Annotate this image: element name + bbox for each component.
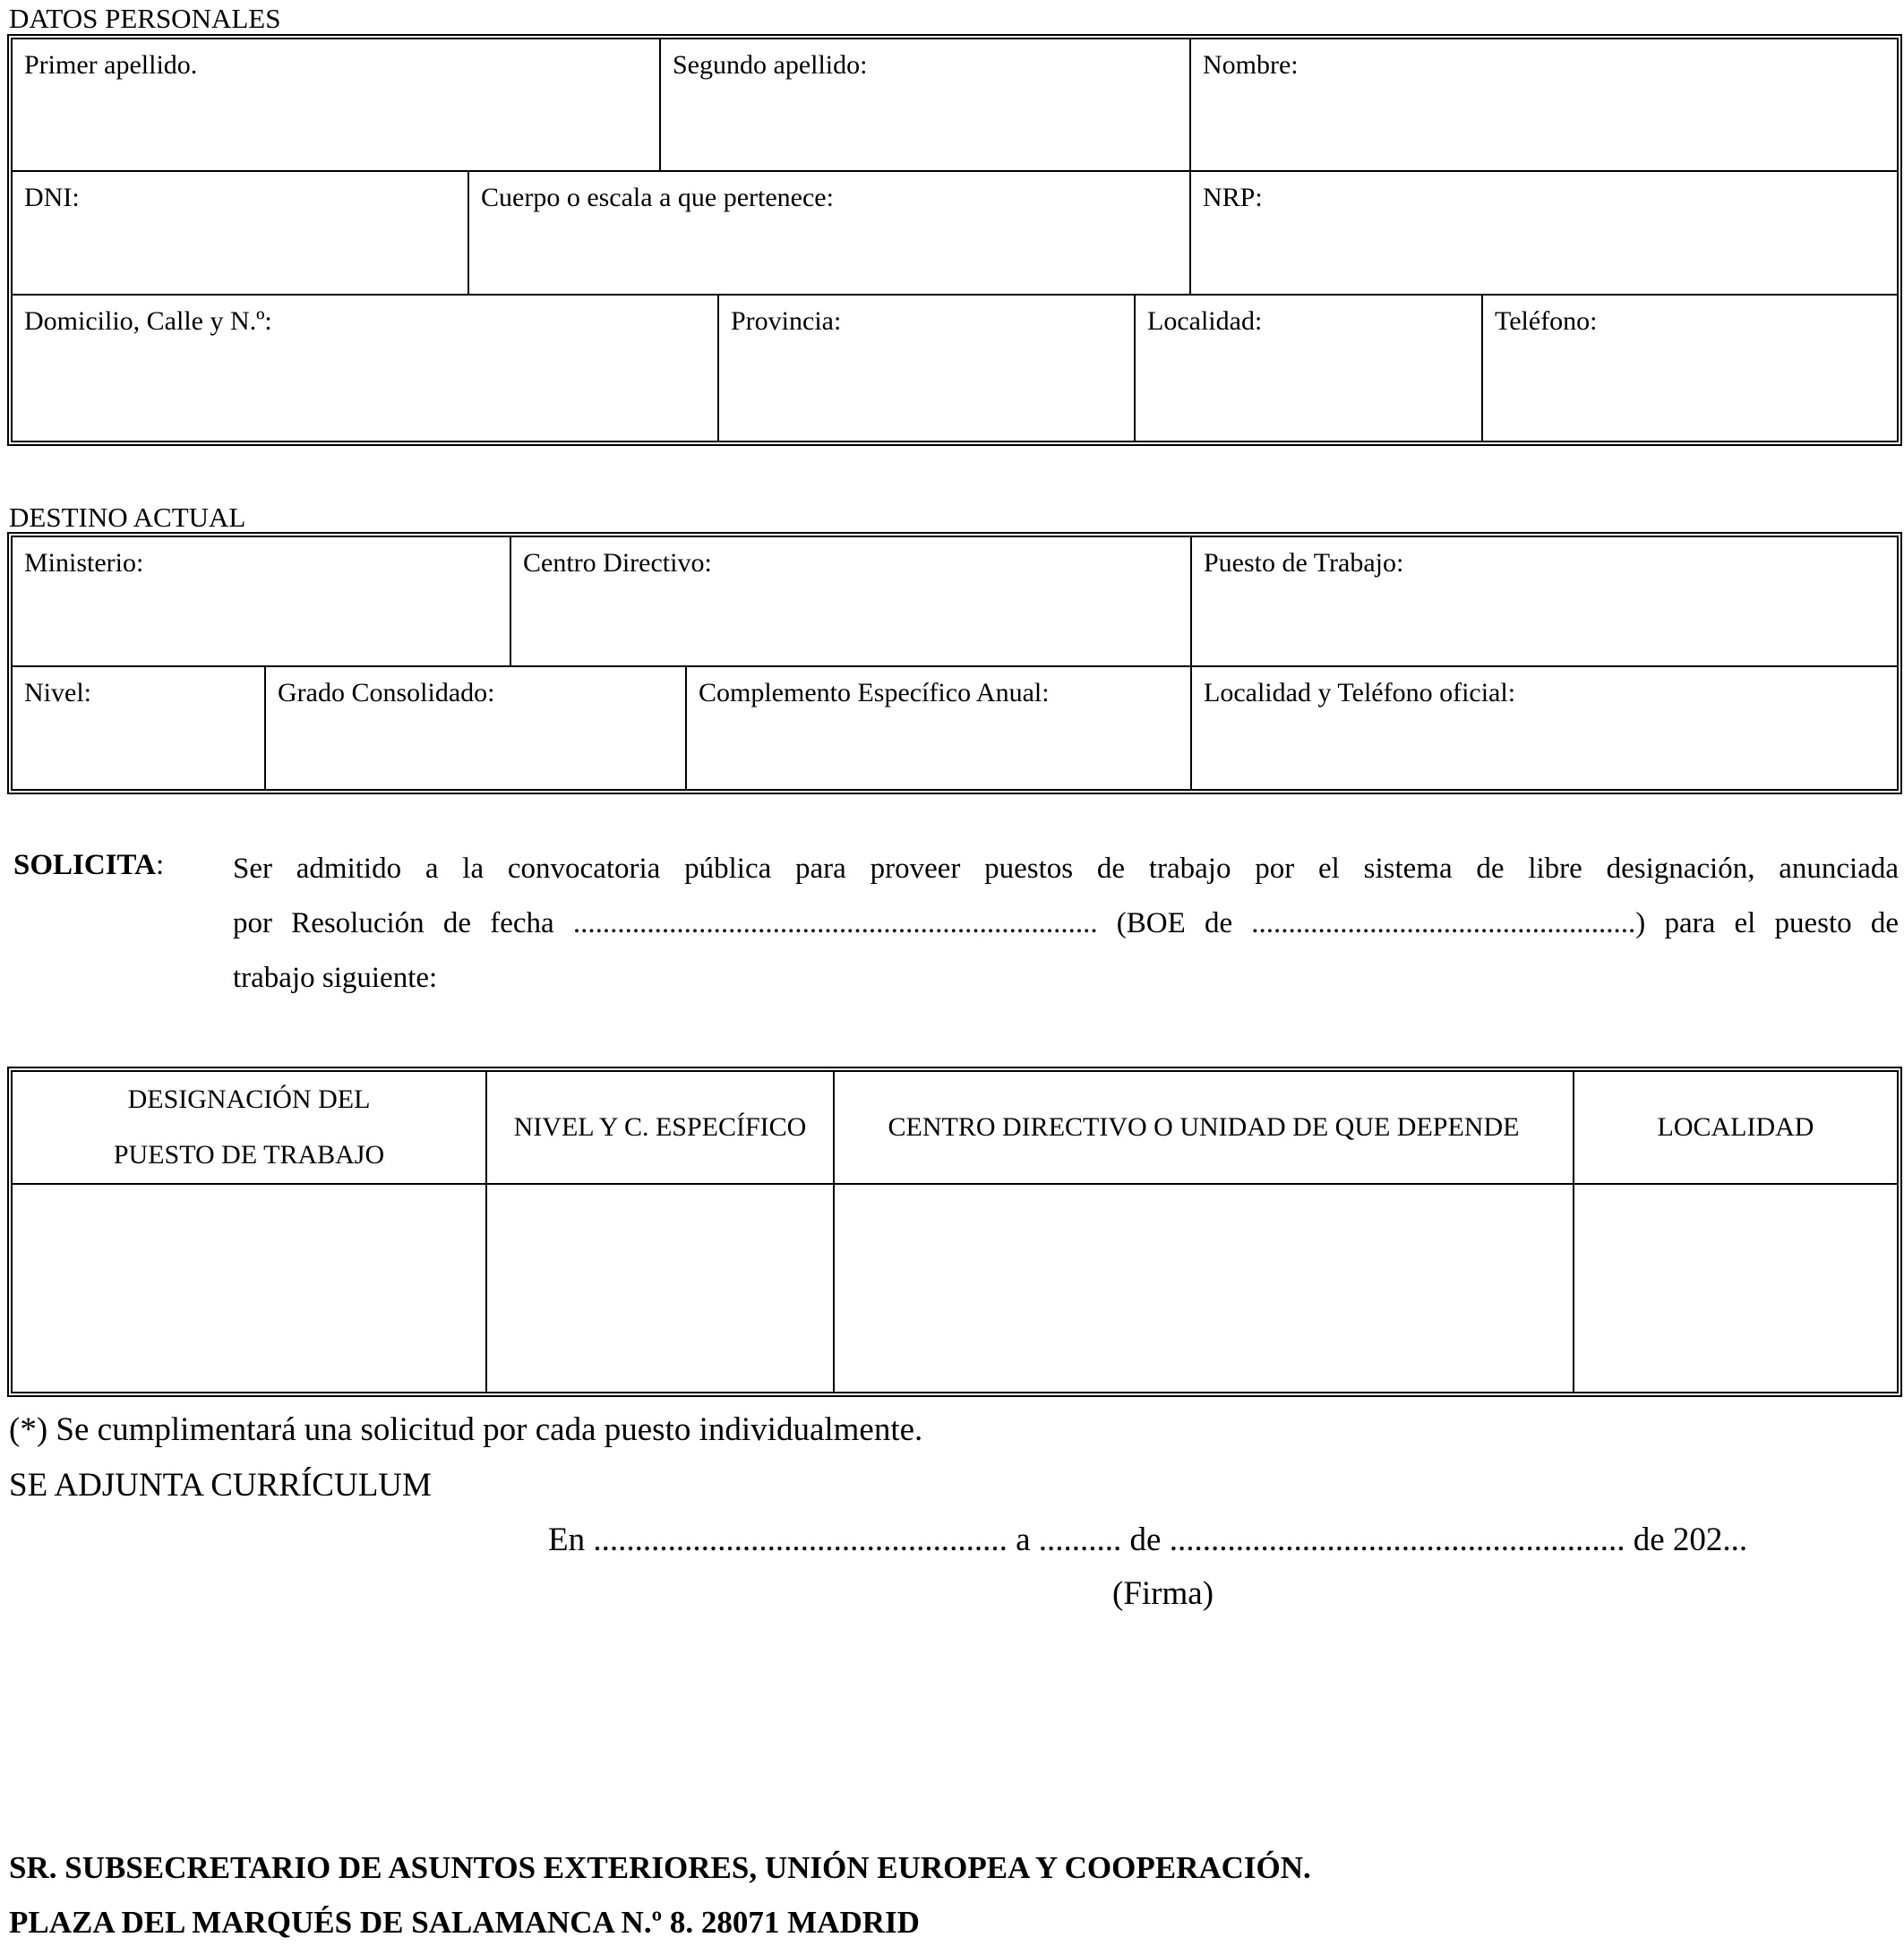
solicita-line-2: por Resolución de fecha ....................................................................... (BOE de ....................................................) para el puesto de <box>233 907 1899 939</box>
grado-label: Grado Consolidado: <box>278 678 495 707</box>
puesto-trabajo-label: Puesto de Trabajo: <box>1204 548 1404 578</box>
solicita-text <box>233 842 1899 1006</box>
header-centro-text: CENTRO DIRECTIVO O UNIDAD DE QUE DEPENDE <box>888 1112 1520 1142</box>
telefono-field[interactable] <box>1481 294 1897 441</box>
dni-field[interactable] <box>13 170 467 294</box>
header-nivel <box>485 1072 833 1183</box>
destinatario-line-1: SR. SUBSECRETARIO DE ASUNTOS EXTERIORES, UNIÓN EUROPEA Y COOPERACIÓN. <box>9 1850 1311 1885</box>
nombre-label: Nombre: <box>1203 50 1299 80</box>
localidad-telefono-label: Localidad y Teléfono oficial: <box>1204 678 1516 707</box>
header-localidad <box>1573 1072 1897 1183</box>
puesto-trabajo-field[interactable] <box>1190 537 1897 665</box>
destino-actual-table <box>7 532 1902 794</box>
header-localidad-text: LOCALIDAD <box>1657 1112 1814 1142</box>
nivel-field[interactable] <box>13 665 264 789</box>
datos-personales-table <box>7 34 1902 446</box>
destinatario-line-2: PLAZA DEL MARQUÉS DE SALAMANCA N.º 8. 28071 MADRID <box>9 1905 920 1940</box>
firma-label: (Firma) <box>1112 1575 1214 1612</box>
provincia-field[interactable] <box>717 294 1134 441</box>
puesto-table <box>7 1067 1902 1397</box>
ministerio-label: Ministerio: <box>24 548 144 578</box>
nombre-field[interactable] <box>1189 39 1897 170</box>
complemento-field[interactable] <box>685 665 1190 789</box>
primer-apellido-field[interactable] <box>13 39 659 170</box>
solicita-line-3: trabajo siguiente: <box>233 962 438 994</box>
domicilio-field[interactable] <box>13 294 717 441</box>
nota-cumplimentar: (*) Se cumplimentará una solicitud por cada puesto individualmente. <box>9 1411 923 1448</box>
nivel-input-cell[interactable] <box>485 1183 833 1392</box>
designacion-input-cell[interactable] <box>13 1183 485 1392</box>
destino-actual-title: DESTINO ACTUAL <box>9 502 246 533</box>
fecha-line[interactable]: En .................................................. a .......... de ....................................................... de 202... <box>548 1522 1748 1558</box>
datos-personales-title: DATOS PERSONALES <box>9 3 281 34</box>
segundo-apellido-label: Segundo apellido: <box>673 50 868 80</box>
ministerio-field[interactable] <box>13 537 510 665</box>
centro-input-cell[interactable] <box>833 1183 1573 1392</box>
localidad-field[interactable] <box>1134 294 1481 441</box>
solicita-label: SOLICITA: <box>13 849 165 881</box>
segundo-apellido-field[interactable] <box>659 39 1189 170</box>
centro-directivo-label: Centro Directivo: <box>523 548 712 578</box>
localidad-telefono-field[interactable] <box>1190 665 1897 789</box>
header-nivel-text: NIVEL Y C. ESPECÍFICO <box>513 1112 807 1142</box>
adjunta-curriculum: SE ADJUNTA CURRÍCULUM <box>9 1467 432 1504</box>
cuerpo-field[interactable] <box>467 170 1189 294</box>
nrp-label: NRP: <box>1203 183 1263 212</box>
header-designacion-line-2: PUESTO DE TRABAJO <box>113 1140 385 1170</box>
provincia-label: Provincia: <box>731 306 842 336</box>
domicilio-label: Domicilio, Calle y N.º: <box>24 306 272 336</box>
telefono-label: Teléfono: <box>1495 306 1598 336</box>
primer-apellido-label: Primer apellido. <box>24 50 198 80</box>
header-designacion-line-1: DESIGNACIÓN DEL <box>127 1084 371 1114</box>
localidad-input-cell[interactable] <box>1573 1183 1897 1392</box>
header-centro <box>833 1072 1573 1183</box>
grado-field[interactable] <box>264 665 685 789</box>
cuerpo-label: Cuerpo o escala a que pertenece: <box>481 183 834 212</box>
dni-label: DNI: <box>24 183 80 212</box>
complemento-label: Complemento Específico Anual: <box>699 678 1050 707</box>
header-designacion <box>13 1072 485 1183</box>
localidad-label: Localidad: <box>1147 306 1263 336</box>
nivel-label: Nivel: <box>24 678 91 707</box>
nrp-field[interactable] <box>1189 170 1897 294</box>
solicita-line-1: Ser admitido a la convocatoria pública para proveer puestos de trabajo por el sistema de libre designación, anunciada <box>233 853 1899 885</box>
centro-directivo-field[interactable] <box>510 537 1190 665</box>
